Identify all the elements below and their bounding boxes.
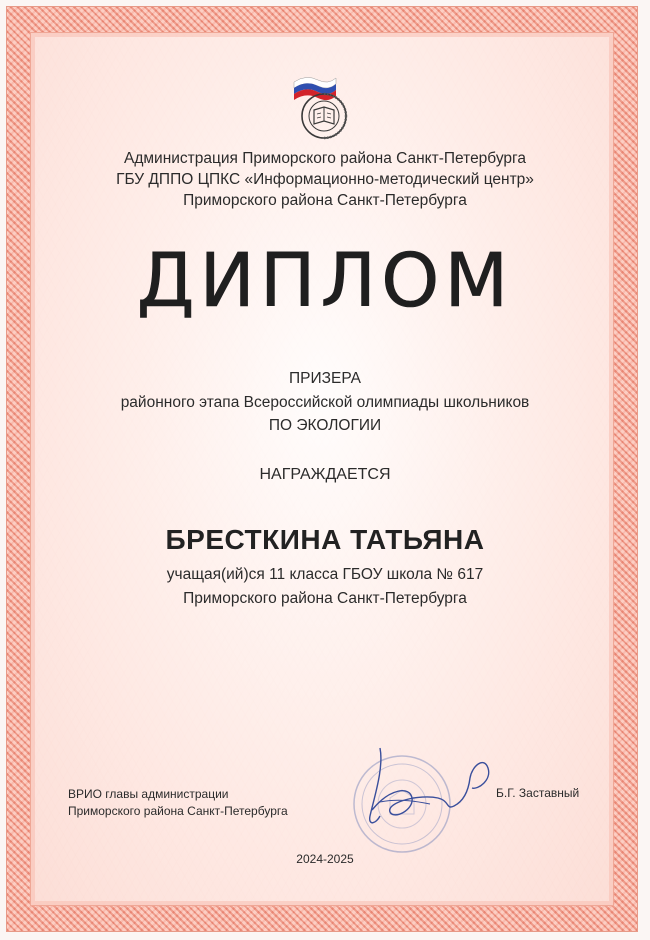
- recipient-district: Приморского района Санкт-Петербурга: [183, 590, 467, 607]
- awarded-label: НАГРАЖДАЕТСЯ: [259, 466, 391, 483]
- signer-position-line-1: ВРИО главы администрации: [68, 787, 229, 801]
- award-line-2: районного этапа Всероссийской олимпиады школьников: [120, 394, 530, 411]
- recipient-school: учащая(ий)ся 11 класса ГБОУ школа № 617: [166, 566, 484, 583]
- signer-name: Б.Г. Заставный: [496, 786, 580, 800]
- award-line-3: ПО ЭКОЛОГИИ: [268, 417, 382, 434]
- organization-line-3: Приморского района Санкт-Петербурга: [183, 192, 467, 209]
- signer-position-line-2: Приморского района Санкт-Петербурга: [68, 804, 288, 818]
- organization-line-2: ГБУ ДППО ЦПКС «Информационно-методический центр»: [116, 171, 534, 188]
- signer-position: [68, 786, 328, 820]
- diploma-title: ДИПЛОМ: [136, 238, 514, 324]
- recipient-name: БРЕСТКИНА ТАТЬЯНА: [165, 524, 485, 555]
- academic-year: 2024-2025: [296, 852, 354, 866]
- handwritten-signature-icon: [350, 738, 500, 838]
- organization-line-1: Администрация Приморского района Санкт-Петербурга: [124, 150, 526, 167]
- olympiad-emblem-icon: [284, 70, 360, 146]
- award-line-1: ПРИЗЕРА: [289, 370, 361, 387]
